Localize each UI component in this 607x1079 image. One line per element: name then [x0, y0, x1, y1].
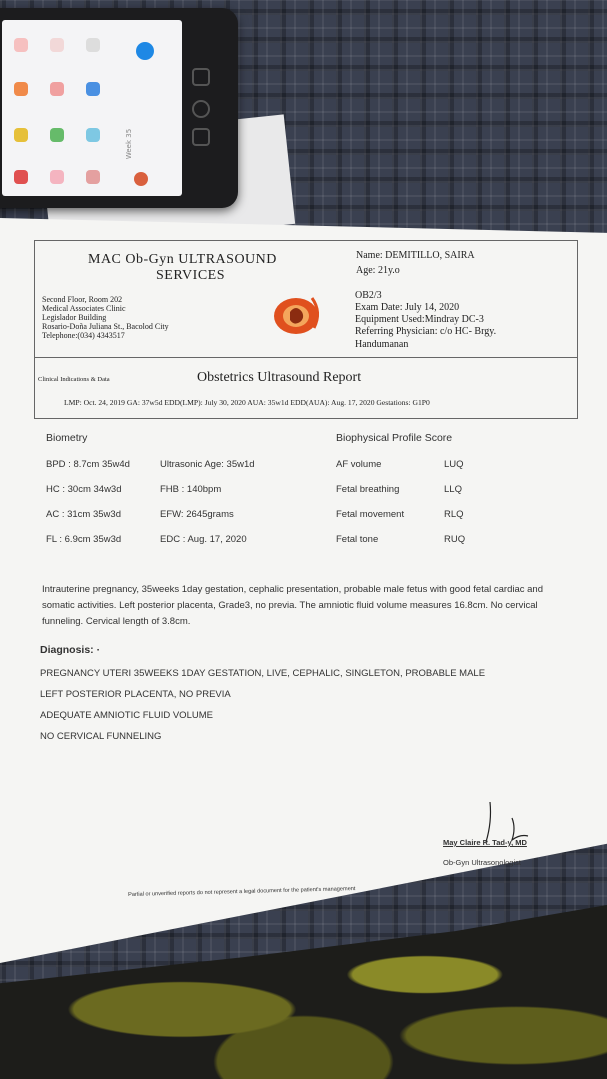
app-icon	[134, 172, 148, 186]
diagnosis-line: NO CERVICAL FUNNELING	[40, 731, 162, 742]
clinic-logo-icon	[272, 292, 324, 336]
lmp-box	[34, 356, 578, 419]
app-icon	[86, 38, 100, 52]
biometry-row: BPD : 8.7cm 35w4d	[46, 459, 130, 470]
patient-age: Age: 21y.o	[356, 265, 400, 276]
app-icon	[86, 82, 100, 96]
referring-physician: Referring Physician: c/o HC- Brgy.	[355, 326, 497, 337]
phone-button	[192, 100, 210, 118]
clinic-name-line1: MAC Ob-Gyn ULTRASOUND	[88, 252, 277, 267]
diagnosis-line: ADEQUATE AMNIOTIC FLUID VOLUME	[40, 710, 213, 721]
address-line: Second Floor, Room 202	[42, 295, 123, 304]
diagnosis-line: PREGNANCY UTERI 35WEEKS 1DAY GESTATION, LIVE, CEPHALIC, SINGLETON, PROBABLE MALE	[40, 668, 486, 679]
biometry-mid: EDC : Aug. 17, 2020	[160, 534, 247, 545]
diagnosis-heading: Diagnosis: ·	[40, 644, 101, 656]
diagnosis-line: LEFT POSTERIOR PLACENTA, NO PREVIA	[40, 689, 231, 700]
biometry-mid: EFW: 2645grams	[160, 509, 234, 520]
biometry-row: AC : 31cm 35w3d	[46, 509, 121, 520]
clinic-name-line2: SERVICES	[156, 268, 226, 283]
phone-button	[192, 68, 210, 86]
report-title: Obstetrics Ultrasound Report	[197, 370, 362, 385]
bpp-label: Fetal breathing	[336, 484, 400, 495]
address-line: Rosario-Doña Juliana St., Bacolod City	[42, 322, 169, 331]
phone-button	[192, 128, 210, 146]
referring-physician-cont: Handumanan	[355, 339, 409, 350]
clinical-indications-label: Clinical Indications & Data	[38, 376, 110, 383]
signatory-title: Ob-Gyn Ultrasonologist	[443, 858, 521, 867]
app-icon	[86, 128, 100, 142]
phone-screen	[2, 20, 182, 196]
biometry-mid: FHB : 140bpm	[160, 484, 222, 495]
phone	[0, 8, 238, 208]
address-line: Medical Associates Clinic	[42, 304, 126, 313]
app-icon	[50, 82, 64, 96]
patient-name: Name: DEMITILLO, SAIRA	[356, 250, 475, 261]
bpp-label: Fetal tone	[336, 534, 379, 545]
biometry-row: HC : 30cm 34w3d	[46, 484, 122, 495]
bpp-value: LUQ	[444, 459, 464, 470]
signatory-name: May Claire R. Tad-y, MD	[443, 838, 527, 847]
bpp-label: AF volume	[336, 459, 382, 470]
bpp-label: Fetal movement	[336, 509, 405, 520]
app-icon	[86, 170, 100, 184]
address-line: Telephone:(034) 4343517	[42, 331, 125, 340]
exam-date: Exam Date: July 14, 2020	[355, 302, 460, 313]
bpp-value: LLQ	[444, 484, 462, 495]
bpp-heading: Biophysical Profile Score	[336, 432, 453, 444]
bpp-value: RLQ	[444, 509, 464, 520]
bpp-value: RUQ	[444, 534, 466, 545]
app-icon	[14, 170, 28, 184]
address-line: Legislador Building	[42, 313, 107, 322]
patient-ob: OB2/3	[355, 290, 382, 301]
app-icon	[50, 128, 64, 142]
app-icon	[136, 42, 154, 60]
findings-paragraph: Intrauterine pregnancy, 35weeks 1day gestation, cephalic presentation, probable male fetus with good fetal cardiac and somatic activities. Left posterior placenta, Grade3, no previa. The amniotic fluid volume measures 16.8cm. No cervical funneling. Cervical length of 3.8cm.	[42, 584, 543, 627]
biometry-row: FL : 6.9cm 35w3d	[46, 534, 122, 545]
equipment: Equipment Used:Mindray DC-3	[355, 314, 484, 325]
biometry-heading: Biometry	[46, 432, 88, 444]
app-icon	[14, 128, 28, 142]
app-icon	[14, 82, 28, 96]
biometry-mid: Ultrasonic Age: 35w1d	[160, 459, 255, 470]
phone-notification: Week 35	[125, 128, 134, 160]
app-icon	[14, 38, 28, 52]
disclaimer: Partial or unverified reports do not represent a legal document for the patient's management	[128, 886, 356, 898]
app-icon	[50, 38, 64, 52]
app-icon	[50, 170, 64, 184]
lmp-line: LMP: Oct. 24, 2019 GA: 37w5d EDD(LMP): July 30, 2020 AUA: 35w1d EDD(AUA): Aug. 17, 2020 Gestations: G1P0	[64, 398, 430, 407]
